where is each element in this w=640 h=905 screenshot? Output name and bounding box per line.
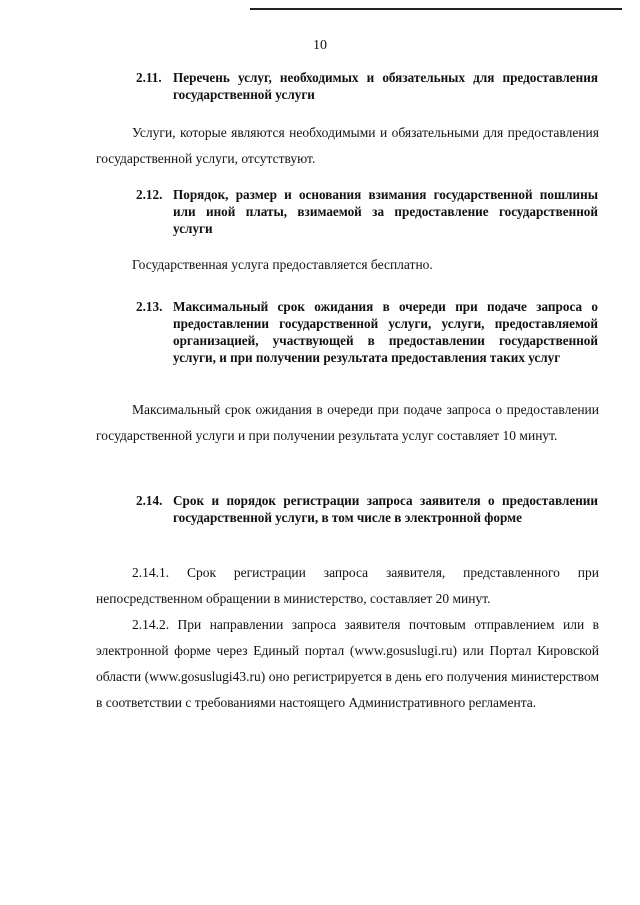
section-heading-2-11 xyxy=(136,69,598,103)
section-number: 2.13. xyxy=(136,299,163,314)
section-heading-2-12 xyxy=(136,186,598,237)
section-number: 2.14. xyxy=(136,493,163,508)
section-title: Порядок, размер и основания взимания государственной пошлины или иной платы, взимаемой за предоставление государственной услуги xyxy=(173,187,598,236)
paragraph: Государственная услуга предоставляется бесплатно. xyxy=(132,257,433,272)
section-number: 2.12. xyxy=(136,187,163,202)
section-number: 2.11. xyxy=(136,70,162,85)
page-number: 10 xyxy=(313,38,327,53)
top-rule xyxy=(250,8,622,10)
paragraph: 2.14.2. При направлении запроса заявителя почтовым отправлением или в электронной форме через Единый портал (www.gosuslugi.ru) или Портал Кировской области (www.gosuslugi43.ru) оно регистрируется в день его получения министерством в соответствии с требованиями настоящего Административного регламента. xyxy=(96,617,599,710)
paragraph: 2.14.1. Срок регистрации запроса заявителя, представленного при непосредственном обращении в министерство, составляет 20 минут. xyxy=(96,565,599,606)
section-heading-2-14 xyxy=(136,492,598,526)
paragraph: Максимальный срок ожидания в очереди при подаче запроса о предоставлении государственной услуги и при получении результата услуг составляет 10 минут. xyxy=(96,402,599,443)
section-title: Срок и порядок регистрации запроса заявителя о предоставлении государственной услуги, в том числе в электронной форме xyxy=(173,493,598,525)
section-title: Максимальный срок ожидания в очереди при подаче запроса о предоставлении государственной услуги, услуги, предоставляемой организацией, участвующей в предоставлении государственной услуги, и при получении результата предоставления таких услуг xyxy=(173,299,598,365)
section-title: Перечень услуг, необходимых и обязательных для предоставления государственной услуги xyxy=(173,70,598,102)
paragraph: Услуги, которые являются необходимыми и обязательными для предоставления государственной услуги, отсутствуют. xyxy=(96,125,599,166)
section-heading-2-13 xyxy=(136,298,598,366)
